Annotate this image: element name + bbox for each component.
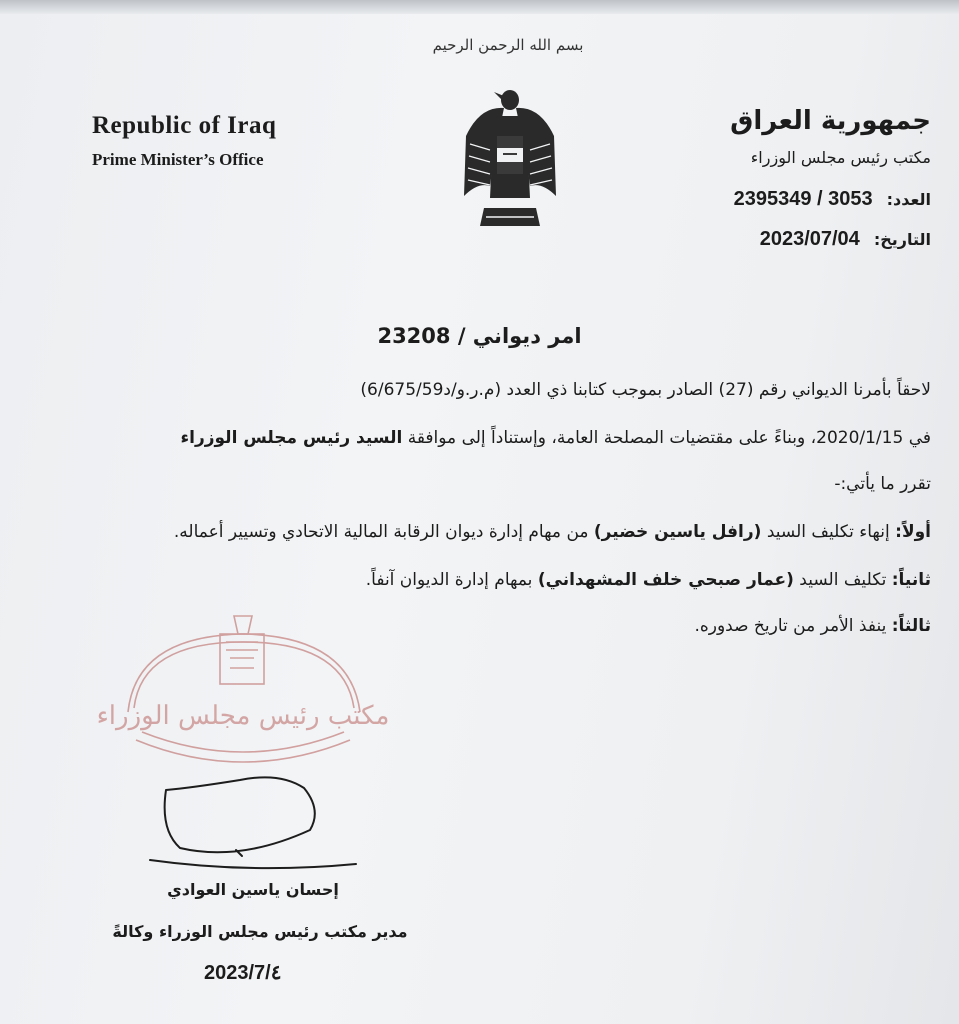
order-item-2 xyxy=(366,570,931,590)
order-item-3 xyxy=(694,616,931,636)
date-value: 2023/07/04 xyxy=(759,228,860,250)
order-line-2 xyxy=(180,428,931,448)
item-2-name: (عمار صبحي خلف المشهداني) xyxy=(537,570,794,590)
iraq-eagle-emblem-icon xyxy=(460,86,560,232)
date-label: التاريخ: xyxy=(873,230,931,249)
reference-value: 2395349 / 3053 xyxy=(733,188,873,210)
office-seal-stamp xyxy=(96,612,390,782)
order-line-2-text: في 2020/1/15، وبناءً على مقتضيات المصلحة العامة، وإستناداً إلى موافقة xyxy=(402,428,931,448)
item-1-text-post: من مهام إدارة ديوان الرقابة المالية الاتحادي وتسيير أعماله. xyxy=(173,522,594,542)
item-1-label: أولاً: xyxy=(895,522,931,542)
signer-title: مدير مكتب رئيس مجلس الوزراء وكالةً xyxy=(112,922,408,941)
item-1-text-pre: إنهاء تكليف السيد xyxy=(761,522,896,542)
date-line xyxy=(760,228,931,251)
reference-number-line xyxy=(734,188,931,211)
item-2-text-pre: تكليف السيد xyxy=(793,570,892,590)
page-top-shadow xyxy=(0,0,959,14)
item-2-text-post: بمهام إدارة الديوان آنفاً. xyxy=(365,570,538,590)
english-title: Republic of Iraq xyxy=(92,112,277,139)
item-2-label: ثانياً: xyxy=(891,570,931,590)
seal-text: مكتب رئيس مجلس الوزراء xyxy=(96,701,390,731)
order-line-3: تقرر ما يأتي:- xyxy=(834,474,931,494)
prime-minister-mention: السيد رئيس مجلس الوزراء xyxy=(180,428,403,448)
item-3-label: ثالثاً: xyxy=(891,616,931,636)
arabic-subtitle: مكتب رئيس مجلس الوزراء xyxy=(750,148,931,167)
order-line-1: لاحقاً بأمرنا الديواني رقم (27) الصادر بموجب كتابنا ذي العدد (م.ر.و/د6/675/59) xyxy=(360,380,931,400)
item-3-text: ينفذ الأمر من تاريخ صدوره. xyxy=(694,616,892,636)
reference-label: العدد: xyxy=(886,190,931,209)
english-subtitle: Prime Minister’s Office xyxy=(92,150,264,169)
basmala-calligraphy: بسم الله الرحمن الرحيم xyxy=(432,36,584,54)
order-heading: امر ديواني / 23208 xyxy=(377,324,582,348)
order-item-1 xyxy=(174,522,931,542)
arabic-title: جمهورية العراق xyxy=(730,106,931,136)
signature-date: 2023/7/٤ xyxy=(204,962,282,984)
item-1-name: (رافل ياسين خضير) xyxy=(593,522,762,542)
signer-name: إحسان ياسين العوادي xyxy=(167,880,339,899)
handwritten-signature xyxy=(120,770,370,880)
